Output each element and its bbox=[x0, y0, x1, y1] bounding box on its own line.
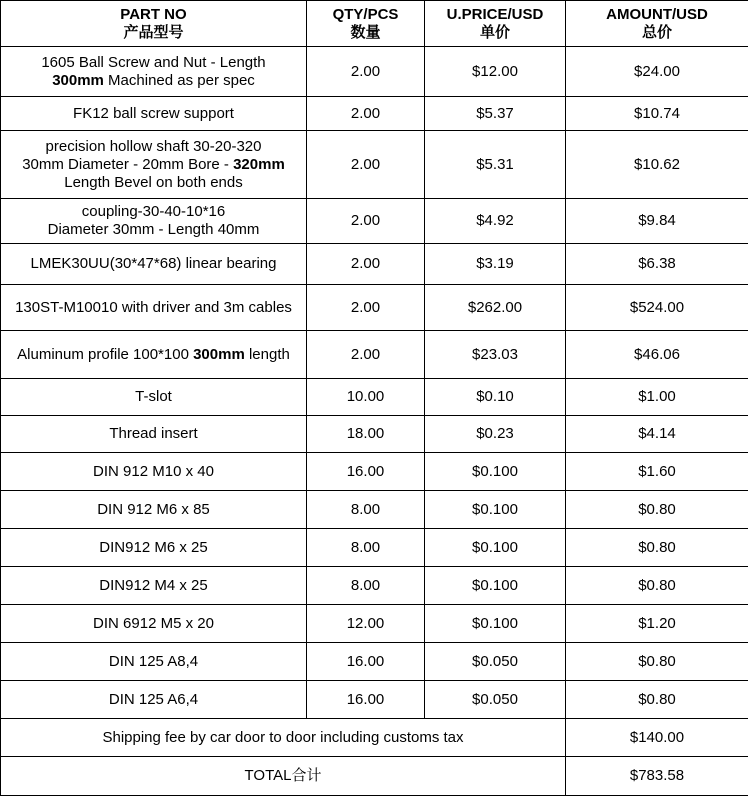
unit-price-cell: $0.100 bbox=[425, 453, 566, 491]
part-no-cell bbox=[1, 285, 307, 331]
amount-cell: $9.84 bbox=[566, 199, 748, 244]
part-no-text: 30mm Diameter - 20mm Bore - bbox=[22, 155, 234, 173]
amount-cell: $46.06 bbox=[566, 331, 748, 379]
table-row bbox=[1, 643, 748, 681]
part-no-text: Thread insert bbox=[109, 425, 198, 442]
part-no-cell bbox=[1, 131, 307, 199]
part-no-line bbox=[3, 138, 304, 156]
part-no-text: FK12 ball screw support bbox=[73, 104, 234, 122]
unit-price-cell: $0.100 bbox=[425, 529, 566, 567]
unit-price-cell: $5.37 bbox=[425, 97, 566, 131]
table-row bbox=[1, 97, 748, 131]
table-row bbox=[1, 331, 748, 379]
qty-cell: 2.00 bbox=[307, 47, 425, 97]
part-no-line bbox=[3, 54, 304, 72]
amount-cell: $0.80 bbox=[566, 529, 748, 567]
shipping-label: Shipping fee by car door to door including customs tax bbox=[1, 719, 566, 757]
part-no-line bbox=[3, 156, 304, 174]
part-no-line bbox=[3, 463, 304, 481]
total-amount: $783.58 bbox=[566, 757, 748, 796]
part-no-cell bbox=[1, 97, 307, 131]
part-no-cell bbox=[1, 681, 307, 719]
amount-cell: $10.74 bbox=[566, 97, 748, 131]
part-no-text: T-slot bbox=[135, 388, 172, 405]
part-no-line bbox=[3, 105, 304, 123]
amount-cell: $4.14 bbox=[566, 416, 748, 453]
unit-price-cell: $0.100 bbox=[425, 491, 566, 529]
part-no-cell bbox=[1, 47, 307, 97]
part-no-cell bbox=[1, 416, 307, 453]
unit-price-cell: $3.19 bbox=[425, 244, 566, 285]
total-row bbox=[1, 757, 748, 796]
part-no-cell bbox=[1, 199, 307, 244]
part-no-cell bbox=[1, 453, 307, 491]
header-amount-cn: 总价 bbox=[641, 23, 672, 41]
amount-cell: $10.62 bbox=[566, 131, 748, 199]
part-no-text: LMEK30UU(30*47*68) linear bearing bbox=[30, 255, 277, 272]
part-no-cell bbox=[1, 331, 307, 379]
part-no-cell bbox=[1, 379, 307, 416]
qty-cell: 2.00 bbox=[307, 331, 425, 379]
header-amount bbox=[566, 1, 748, 47]
part-no-text: precision hollow shaft 30-20-320 bbox=[45, 137, 262, 155]
qty-cell: 16.00 bbox=[307, 643, 425, 681]
table-row bbox=[1, 681, 748, 719]
qty-cell: 8.00 bbox=[307, 529, 425, 567]
part-no-line bbox=[3, 203, 304, 221]
header-unit-price-label: U.PRICE/USD bbox=[446, 5, 544, 23]
amount-cell: $1.00 bbox=[566, 379, 748, 416]
unit-price-cell: $5.31 bbox=[425, 131, 566, 199]
table-row bbox=[1, 131, 748, 199]
table-row bbox=[1, 605, 748, 643]
header-qty bbox=[307, 1, 425, 47]
table-row bbox=[1, 529, 748, 567]
qty-cell: 18.00 bbox=[307, 416, 425, 453]
part-no-line bbox=[3, 255, 304, 273]
header-qty-label: QTY/PCS bbox=[332, 5, 399, 23]
amount-cell: $1.20 bbox=[566, 605, 748, 643]
header-part-no-label: PART NO bbox=[120, 5, 187, 23]
table-row bbox=[1, 244, 748, 285]
qty-cell: 2.00 bbox=[307, 285, 425, 331]
part-no-line bbox=[3, 174, 304, 192]
part-no-text: Length Bevel on both ends bbox=[64, 173, 243, 191]
header-unit-price bbox=[425, 1, 566, 47]
amount-cell: $0.80 bbox=[566, 567, 748, 605]
amount-cell: $1.60 bbox=[566, 453, 748, 491]
amount-cell: $6.38 bbox=[566, 244, 748, 285]
part-no-emphasis: 320mm bbox=[233, 155, 285, 173]
qty-cell: 8.00 bbox=[307, 491, 425, 529]
part-no-line bbox=[3, 388, 304, 406]
qty-cell: 2.00 bbox=[307, 131, 425, 199]
qty-cell: 2.00 bbox=[307, 199, 425, 244]
table-row bbox=[1, 491, 748, 529]
qty-cell: 12.00 bbox=[307, 605, 425, 643]
table-row bbox=[1, 199, 748, 244]
header-row bbox=[1, 1, 748, 47]
part-no-line bbox=[3, 615, 304, 633]
table-row bbox=[1, 285, 748, 331]
part-no-text: DIN 125 A6,4 bbox=[108, 690, 199, 708]
part-no-line bbox=[3, 653, 304, 671]
part-no-text: 1605 Ball Screw and Nut - Length bbox=[41, 53, 266, 71]
part-no-cell bbox=[1, 491, 307, 529]
unit-price-cell: $0.23 bbox=[425, 416, 566, 453]
header-part-no-cn: 产品型号 bbox=[123, 23, 184, 41]
qty-cell: 16.00 bbox=[307, 681, 425, 719]
unit-price-cell: $0.050 bbox=[425, 681, 566, 719]
part-no-text: DIN 912 M6 x 85 bbox=[97, 500, 210, 518]
part-no-line bbox=[3, 539, 304, 557]
unit-price-cell: $0.100 bbox=[425, 567, 566, 605]
part-no-text: Diameter 30mm - Length 40mm bbox=[47, 221, 260, 238]
part-no-line bbox=[3, 221, 304, 239]
part-no-text: DIN 912 M10 x 40 bbox=[93, 462, 214, 480]
part-no-line bbox=[3, 346, 304, 364]
part-no-emphasis: 300mm bbox=[193, 345, 245, 363]
part-no-text: Machined as per spec bbox=[103, 71, 255, 89]
part-no-text: DIN 125 A8,4 bbox=[108, 652, 199, 670]
part-no-cell bbox=[1, 643, 307, 681]
part-no-text: 130ST-M10010 with driver and 3m cables bbox=[15, 298, 292, 316]
part-no-text: Aluminum profile 100*100 bbox=[17, 345, 194, 363]
table-row bbox=[1, 567, 748, 605]
header-amount-label: AMOUNT/USD bbox=[606, 5, 708, 23]
table-row bbox=[1, 379, 748, 416]
part-no-text: DIN912 M4 x 25 bbox=[99, 576, 208, 594]
part-no-line bbox=[3, 72, 304, 90]
table-row bbox=[1, 47, 748, 97]
table-row bbox=[1, 416, 748, 453]
shipping-row bbox=[1, 719, 748, 757]
part-no-line bbox=[3, 501, 304, 519]
qty-cell: 16.00 bbox=[307, 453, 425, 491]
part-no-emphasis: 300mm bbox=[52, 71, 104, 89]
qty-cell: 10.00 bbox=[307, 379, 425, 416]
part-no-line bbox=[3, 425, 304, 443]
part-no-cell bbox=[1, 567, 307, 605]
part-no-text: length bbox=[244, 345, 290, 363]
unit-price-cell: $0.10 bbox=[425, 379, 566, 416]
qty-cell: 2.00 bbox=[307, 97, 425, 131]
unit-price-cell: $4.92 bbox=[425, 199, 566, 244]
header-part-no bbox=[1, 1, 307, 47]
header-unit-price-cn: 单价 bbox=[479, 23, 510, 41]
amount-cell: $524.00 bbox=[566, 285, 748, 331]
amount-cell: $24.00 bbox=[566, 47, 748, 97]
part-no-text: coupling-30-40-10*16 bbox=[81, 203, 226, 220]
part-no-cell bbox=[1, 605, 307, 643]
part-no-line bbox=[3, 577, 304, 595]
amount-cell: $0.80 bbox=[566, 491, 748, 529]
part-no-line bbox=[3, 299, 304, 317]
part-no-cell bbox=[1, 244, 307, 285]
unit-price-cell: $0.050 bbox=[425, 643, 566, 681]
unit-price-cell: $23.03 bbox=[425, 331, 566, 379]
part-no-text: DIN912 M6 x 25 bbox=[99, 538, 208, 556]
table-row bbox=[1, 453, 748, 491]
qty-cell: 8.00 bbox=[307, 567, 425, 605]
unit-price-cell: $0.100 bbox=[425, 605, 566, 643]
part-no-text: DIN 6912 M5 x 20 bbox=[93, 614, 214, 632]
part-no-cell bbox=[1, 529, 307, 567]
amount-cell: $0.80 bbox=[566, 681, 748, 719]
header-qty-cn: 数量 bbox=[350, 23, 381, 41]
shipping-amount: $140.00 bbox=[566, 719, 748, 757]
unit-price-cell: $12.00 bbox=[425, 47, 566, 97]
unit-price-cell: $262.00 bbox=[425, 285, 566, 331]
amount-cell: $0.80 bbox=[566, 643, 748, 681]
part-no-line bbox=[3, 691, 304, 709]
qty-cell: 2.00 bbox=[307, 244, 425, 285]
total-label: TOTAL合计 bbox=[1, 757, 566, 796]
